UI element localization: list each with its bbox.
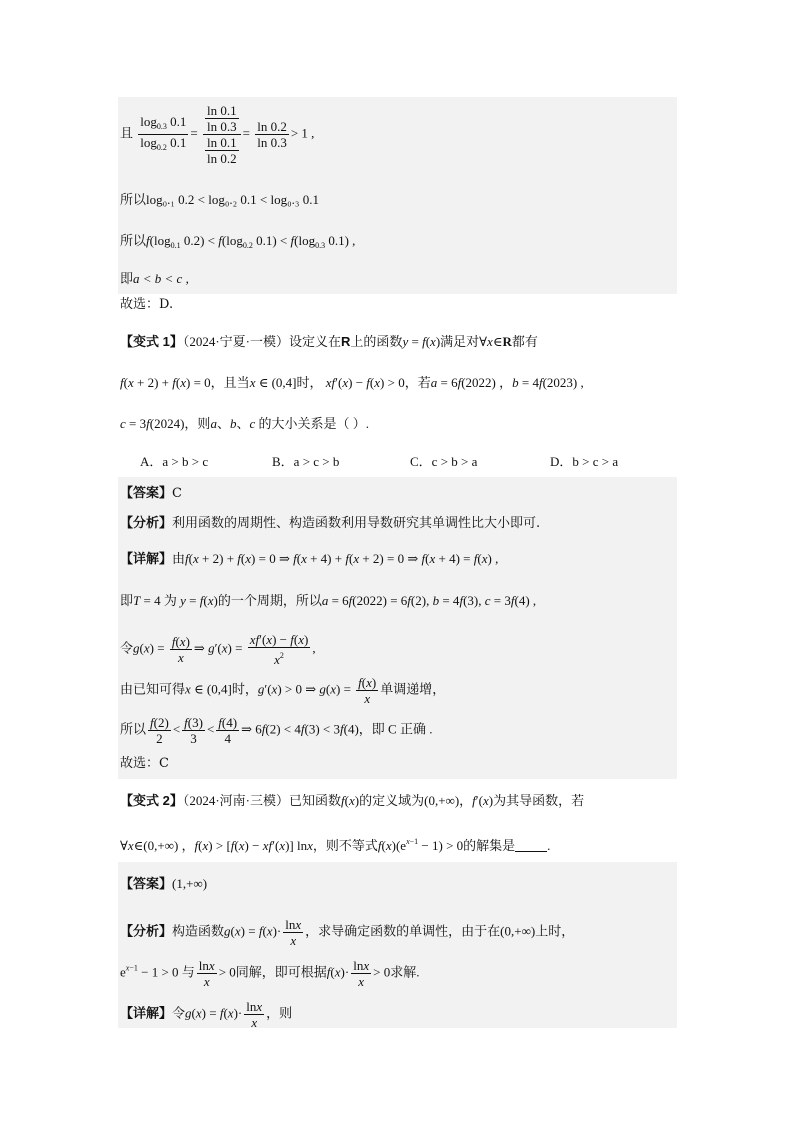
option-c[interactable]: C．c > b > a xyxy=(410,454,478,469)
variant1-options xyxy=(140,453,618,471)
variant2-stem: 【变式 2】（2024·河南·三模）已知函数f(x)的定义域为(0,+∞)，f′(x)为其导函数，若 xyxy=(120,793,585,808)
variant2-detail: 【详解】令g(x) = f(x)· $\frac{\ln x}{x}$ ，则 xyxy=(120,999,293,1030)
option-b[interactable]: B．a > c > b xyxy=(272,454,340,469)
option-d[interactable]: D．b > c > a xyxy=(550,454,619,469)
variant1-analysis: 【分析】利用函数的周期性、构造函数利用导数研究其单调性比大小即可. xyxy=(120,515,541,531)
variant2-analysis-line2: $e^{x-1} - 1 > 0$ 与 $\frac{\ln x}{x}$ > 0同解，即可根据f(x)· $\frac{\ln x}{x}$ > 0求解. xyxy=(120,958,420,989)
variant1-detail-step3: 令g(x) = $\frac{f(x)}{x}$ ⇒ g′(x) = $\frac{xf'(x) - f(x)}{x^2}$ , xyxy=(120,632,316,667)
variant1-stem: 【变式 1】（2024·宁夏·一模）设定义在R上的函数y = f(x)满足对∀x∈R都有 xyxy=(120,334,538,349)
variant1-question: c = 3f(2024)，则a、b、c 的大小关系是（ ）. xyxy=(120,416,370,431)
solution-log-order: 所以log₀.₁ 0.2 < log₀.₂ 0.1 < log₀.₃ 0.1 xyxy=(120,192,319,207)
solution-top-conclusion: 故选：D. xyxy=(120,297,174,312)
variant1-conclusion: 故选：C xyxy=(120,756,169,771)
variant1-detail-step2: 即T = 4 为 y = f(x)的一个周期，所以a = 6f(2022) = 6f(2), b = 4f(3), c = 3f(4) , xyxy=(120,593,537,608)
variant1-detail-step1: 【详解】由f(x + 2) + f(x) = 0 ⇒ f(x + 4) + f(x + 2) = 0 ⇒ f(x + 4) = f(x) , xyxy=(120,551,499,566)
solution-ratio-line: 且 $\frac{\log_{0.3} 0.1}{\log_{0.2} 0.1}$ = $\frac{\frac{\ln 0.1}{\ln 0.3}}{\frac{\ln 0.1}{\ln 0.2}}$ = $\frac{\ln 0.2}{\ln 0.3}$ > 1 , xyxy=(120,103,315,166)
variant2-conditions: ∀x∈(0,+∞) ，f(x) > [f(x) − xf′(x)] lnx，则不等式$f(x)(e^{x-1} - 1) > 0$的解集是 . xyxy=(120,837,551,853)
answer-blank[interactable] xyxy=(515,839,547,852)
variant1-detail-step4: 由已知可得x ∈ (0,4]时，g′(x) > 0 ⇒ g(x) = $\frac{f(x)}{x}$ 单调递增， xyxy=(120,675,446,706)
solution-f-order: 所以$f(\log_{0.1}$ $0.2) < f(\log_{0.2}$ $0.1) < f(\log_{0.3}$ 0.1) , xyxy=(120,233,356,250)
variant2-answer: 【答案】(1,+∞) xyxy=(120,876,208,891)
variant1-answer: 【答案】C xyxy=(120,485,182,501)
solution-abc-order: 即a < b < c , xyxy=(120,271,189,286)
variant1-conditions: f(x + 2) + f(x) = 0，且当x ∈ (0,4]时， xf′(x) − f(x) > 0，若a = 6f(2022) ，b = 4f(2023) , xyxy=(120,375,584,390)
variant1-detail-step5: 所以 $\frac{f(2)}{2}$ < $\frac{f(3)}{3}$ < $\frac{f(4)}{4}$ ⇒ 6f(2) < 4f(3) < 3f(4)，即 C 正确 . xyxy=(120,715,433,746)
variant2-analysis-line1: 【分析】构造函数g(x) = f(x)· $\frac{\ln x}{x}$ ，求导确定函数的单调性，由于在(0,+∞)上时， xyxy=(120,917,575,948)
option-a[interactable]: A．a > b > c xyxy=(140,454,209,469)
